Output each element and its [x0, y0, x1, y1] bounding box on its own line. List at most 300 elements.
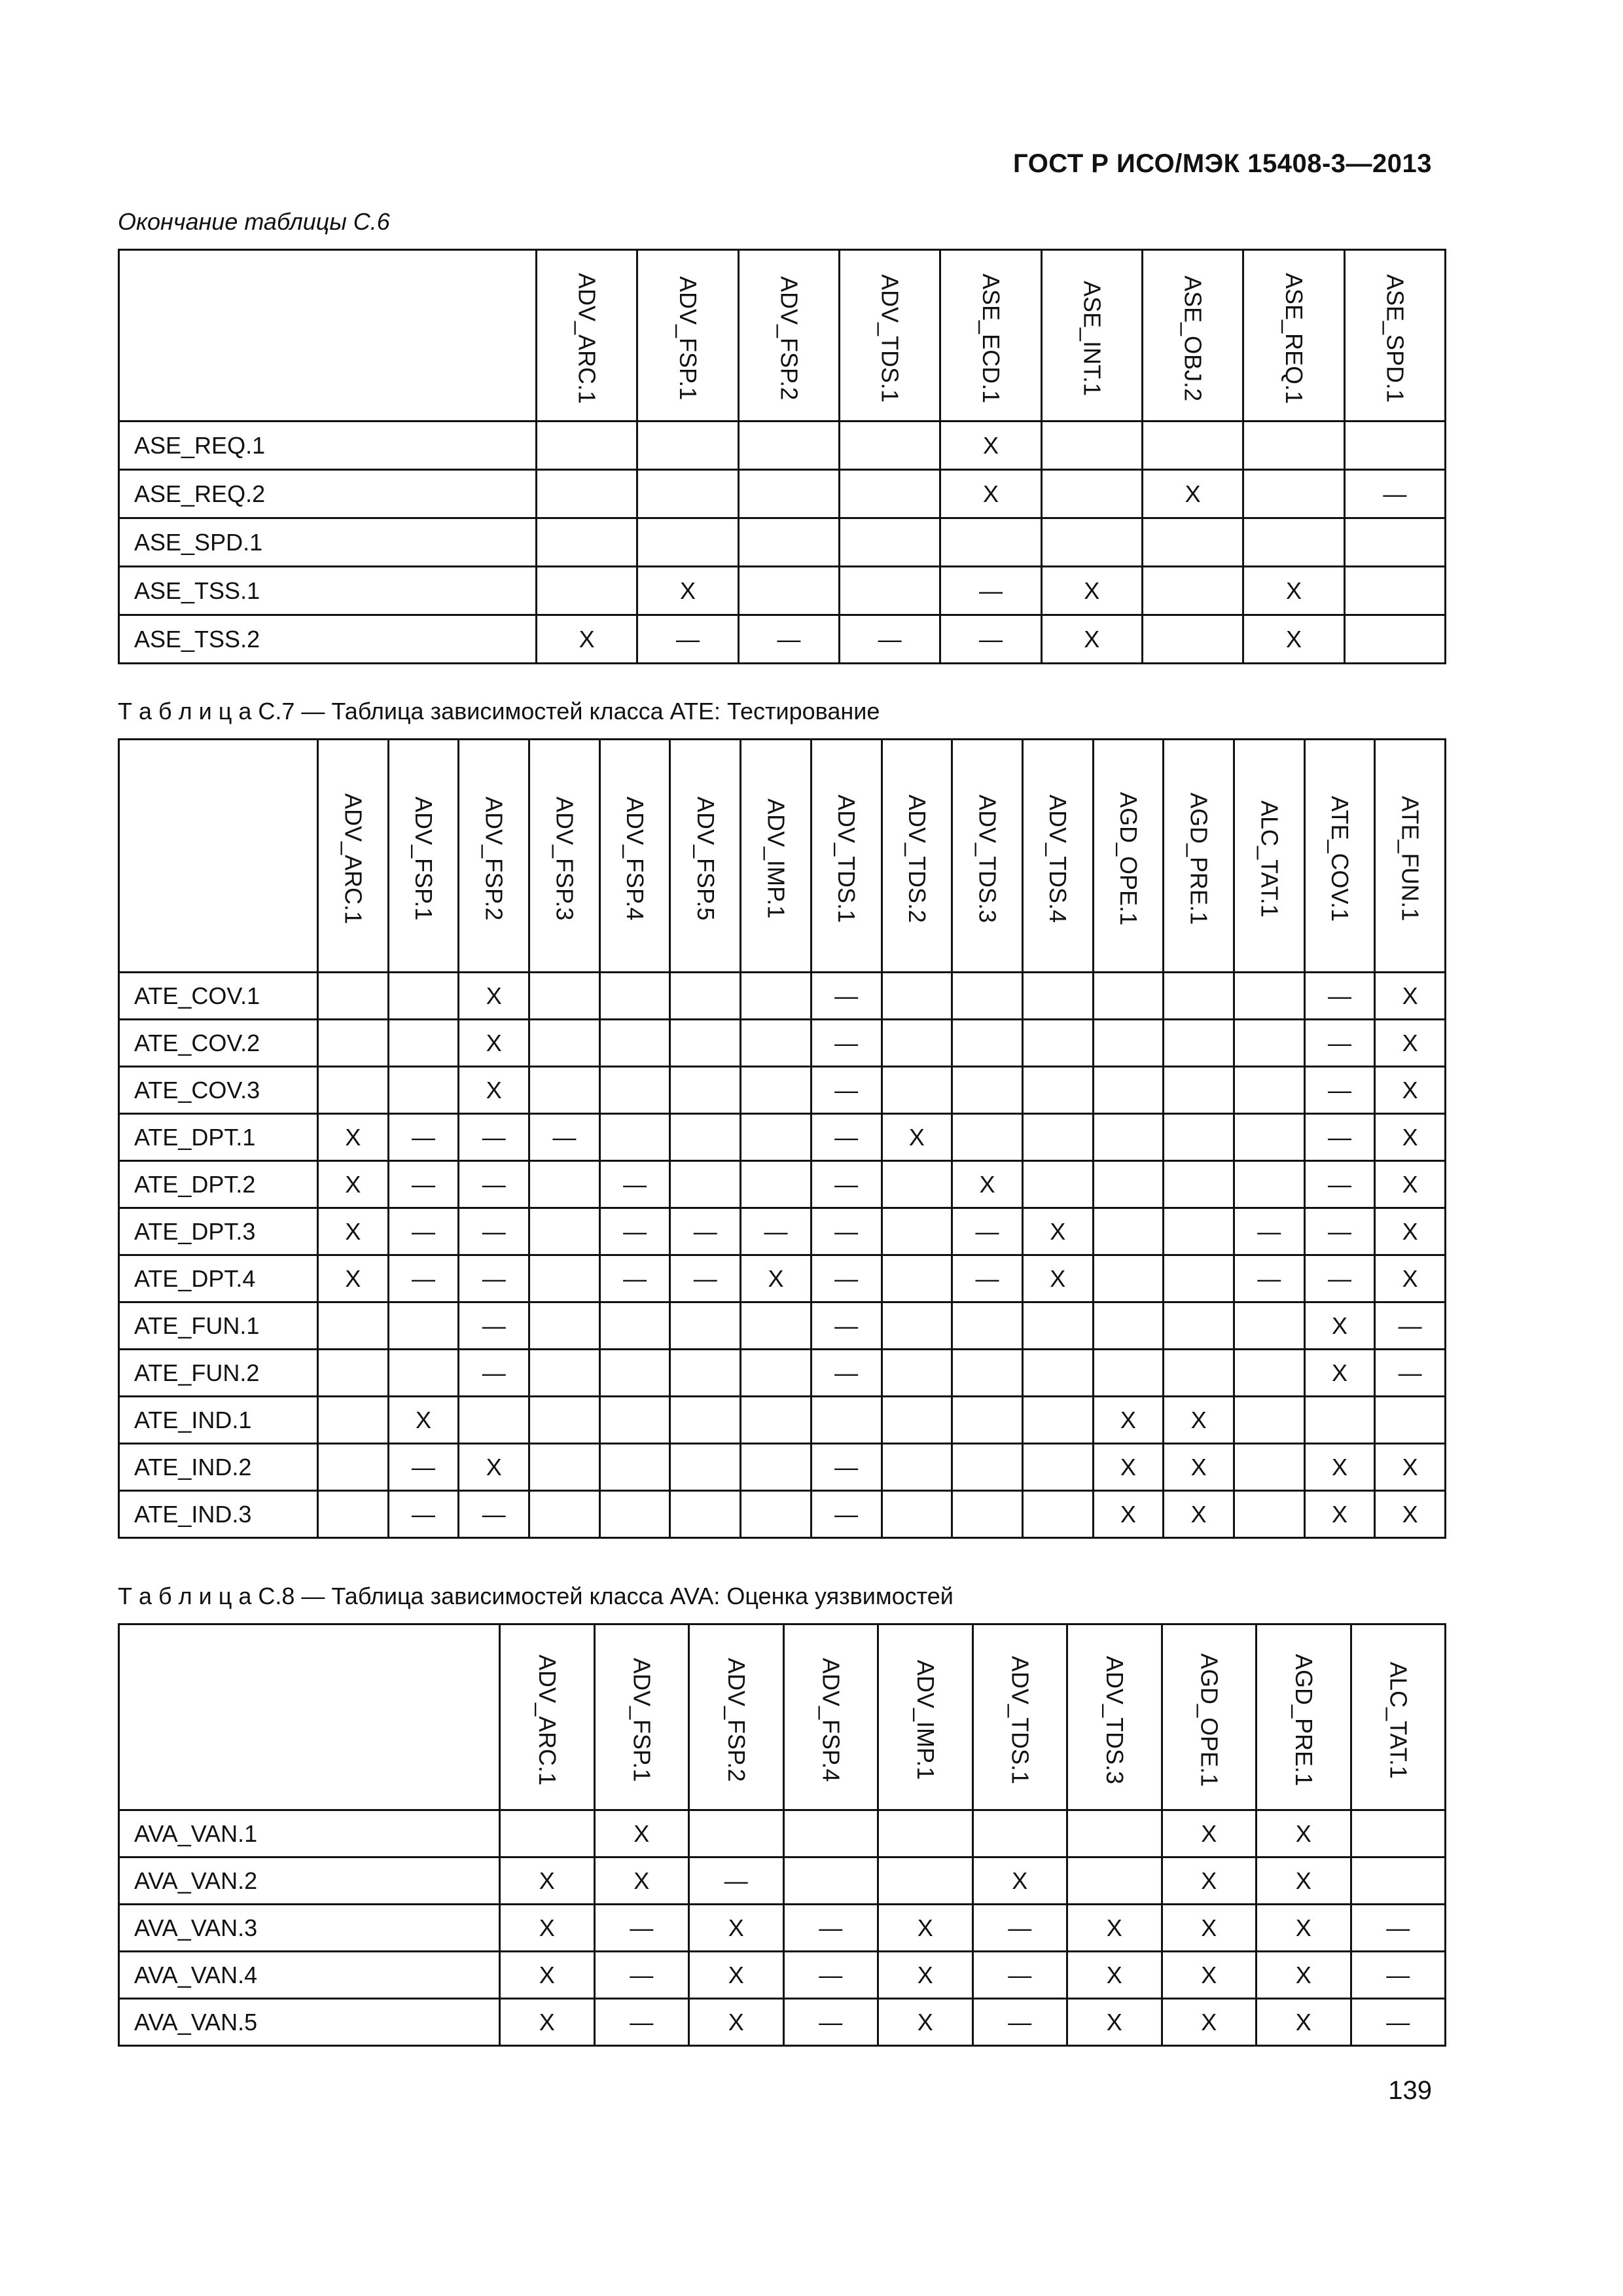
column-header: [1234, 740, 1304, 973]
dependency-cell: [839, 567, 940, 615]
dependency-cell: [741, 1350, 812, 1397]
dependency-cell: X: [1375, 1067, 1446, 1114]
column-header: [811, 740, 882, 973]
dependency-cell: X: [940, 422, 1041, 470]
dependency-cell: —: [1304, 1067, 1375, 1114]
dependency-cell: [1067, 1857, 1162, 1905]
column-header: [599, 740, 670, 973]
column-header-label: ADV_TDS.1: [833, 794, 861, 924]
dependency-cell: [1142, 567, 1243, 615]
dependency-cell: [599, 1302, 670, 1350]
dependency-cell: X: [594, 1810, 689, 1857]
row-label: ATE_DPT.2: [119, 1161, 318, 1208]
dependency-cell: [637, 422, 738, 470]
dependency-cell: X: [1142, 470, 1243, 518]
dependency-cell: —: [952, 1255, 1023, 1302]
dependency-cell: [952, 1444, 1023, 1491]
column-header: [738, 250, 839, 422]
dependency-cell: X: [1162, 1952, 1257, 1999]
dependency-cell: [670, 1114, 741, 1161]
dependency-cell: [670, 1161, 741, 1208]
dependency-cell: —: [599, 1161, 670, 1208]
table-row: [119, 615, 1446, 664]
dependency-cell: X: [318, 1114, 389, 1161]
table-c6: [118, 249, 1446, 664]
dependency-cell: X: [878, 1905, 973, 1952]
column-header-label: ASE_SPD.1: [1382, 274, 1409, 403]
column-header-label: ASE_OBJ.2: [1179, 275, 1207, 402]
dependency-cell: —: [670, 1255, 741, 1302]
dependency-cell: —: [940, 567, 1041, 615]
dependency-cell: [1234, 1350, 1304, 1397]
dependency-cell: —: [1304, 1161, 1375, 1208]
dependency-cell: [637, 470, 738, 518]
dependency-cell: [537, 567, 637, 615]
column-header: [1041, 250, 1142, 422]
dependency-cell: X: [1093, 1491, 1164, 1538]
column-header: [1344, 250, 1445, 422]
dependency-cell: [738, 567, 839, 615]
dependency-cell: [670, 1020, 741, 1067]
dependency-cell: [738, 422, 839, 470]
dependency-cell: —: [1351, 1905, 1446, 1952]
column-header: [741, 740, 812, 973]
table-row: [119, 1067, 1446, 1114]
dependency-cell: X: [459, 1444, 529, 1491]
dependency-cell: X: [1164, 1444, 1234, 1491]
dependency-cell: [1041, 422, 1142, 470]
dependency-cell: [882, 1020, 952, 1067]
dependency-cell: [878, 1857, 973, 1905]
dependency-cell: X: [1041, 615, 1142, 664]
column-header: [1162, 1624, 1257, 1810]
dependency-cell: [839, 470, 940, 518]
dependency-cell: [1093, 973, 1164, 1020]
dependency-cell: X: [972, 1857, 1067, 1905]
dependency-cell: [882, 1491, 952, 1538]
dependency-cell: —: [811, 973, 882, 1020]
column-header: [537, 250, 637, 422]
dependency-cell: X: [1304, 1302, 1375, 1350]
dependency-cell: [318, 1067, 389, 1114]
dependency-cell: X: [1041, 567, 1142, 615]
column-header-label: AGD_OPE.1: [1196, 1653, 1223, 1787]
dependency-cell: [882, 1208, 952, 1255]
dependency-cell: —: [972, 1999, 1067, 2046]
dependency-cell: —: [741, 1208, 812, 1255]
column-header: [637, 250, 738, 422]
dependency-cell: [1344, 518, 1445, 567]
row-label: ASE_REQ.2: [119, 470, 537, 518]
dependency-cell: —: [811, 1255, 882, 1302]
dependency-cell: —: [670, 1208, 741, 1255]
row-label: ATE_IND.3: [119, 1491, 318, 1538]
column-header: [459, 740, 529, 973]
column-header-label: AGD_OPE.1: [1115, 791, 1142, 926]
dependency-cell: [1022, 1067, 1093, 1114]
row-label: ATE_FUN.2: [119, 1350, 318, 1397]
dependency-cell: [689, 1810, 784, 1857]
dependency-cell: X: [1375, 1208, 1446, 1255]
column-header: [689, 1624, 784, 1810]
dependency-cell: —: [952, 1208, 1023, 1255]
dependency-cell: [1234, 1491, 1304, 1538]
dependency-cell: X: [1257, 1810, 1351, 1857]
dependency-cell: —: [972, 1905, 1067, 1952]
dependency-cell: —: [594, 1999, 689, 2046]
dependency-cell: [1093, 1255, 1164, 1302]
dependency-cell: [952, 1114, 1023, 1161]
row-label: AVA_VAN.3: [119, 1905, 500, 1952]
dependency-cell: [741, 1491, 812, 1538]
dependency-cell: —: [459, 1350, 529, 1397]
row-label: ASE_TSS.1: [119, 567, 537, 615]
dependency-cell: X: [1257, 1905, 1351, 1952]
dependency-cell: —: [811, 1161, 882, 1208]
table-row: [119, 1857, 1446, 1905]
table-row: [119, 1444, 1446, 1491]
column-header-label: ADV_FSP.3: [551, 797, 579, 921]
dependency-cell: [670, 1067, 741, 1114]
dependency-cell: [1142, 518, 1243, 567]
dependency-cell: —: [637, 615, 738, 664]
column-header: [1351, 1624, 1446, 1810]
dependency-cell: —: [738, 615, 839, 664]
dependency-cell: —: [811, 1444, 882, 1491]
dependency-cell: —: [972, 1952, 1067, 1999]
dependency-cell: [741, 1020, 812, 1067]
dependency-cell: [637, 518, 738, 567]
document-header: ГОСТ Р ИСО/МЭК 15408-3—2013: [1013, 149, 1432, 178]
dependency-cell: [839, 422, 940, 470]
column-header: [594, 1624, 689, 1810]
dependency-cell: [1142, 615, 1243, 664]
dependency-cell: [318, 1397, 389, 1444]
column-header-label: ADV_TDS.1: [1007, 1655, 1034, 1785]
dependency-cell: —: [599, 1255, 670, 1302]
dependency-cell: —: [811, 1350, 882, 1397]
row-label: ATE_DPT.1: [119, 1114, 318, 1161]
header-corner-cell: [119, 1624, 500, 1810]
dependency-cell: [1164, 1255, 1234, 1302]
dependency-cell: X: [318, 1255, 389, 1302]
dependency-cell: [670, 1350, 741, 1397]
dependency-cell: [388, 1302, 459, 1350]
dependency-cell: —: [1375, 1350, 1446, 1397]
dependency-cell: [741, 1397, 812, 1444]
dependency-cell: [318, 1491, 389, 1538]
dependency-cell: —: [388, 1491, 459, 1538]
dependency-cell: X: [1375, 973, 1446, 1020]
dependency-cell: X: [318, 1208, 389, 1255]
dependency-cell: X: [1243, 615, 1344, 664]
dependency-cell: —: [388, 1444, 459, 1491]
dependency-cell: [1022, 1302, 1093, 1350]
dependency-cell: X: [594, 1857, 689, 1905]
dependency-cell: [1351, 1857, 1446, 1905]
dependency-cell: X: [1375, 1444, 1446, 1491]
dependency-cell: —: [811, 1114, 882, 1161]
dependency-cell: [1344, 615, 1445, 664]
column-header-label: ADV_TDS.3: [974, 794, 1001, 924]
dependency-cell: [811, 1397, 882, 1444]
dependency-cell: X: [1304, 1350, 1375, 1397]
dependency-cell: —: [811, 1302, 882, 1350]
dependency-cell: —: [1351, 1952, 1446, 1999]
table-row: [119, 1114, 1446, 1161]
column-header-label: ADV_ARC.1: [573, 272, 601, 404]
table-row: [119, 973, 1446, 1020]
dependency-cell: [318, 1444, 389, 1491]
dependency-cell: X: [1067, 1905, 1162, 1952]
dependency-cell: [1041, 470, 1142, 518]
dependency-cell: X: [388, 1397, 459, 1444]
dependency-cell: [1022, 973, 1093, 1020]
column-header-label: ADV_FSP.1: [628, 1658, 656, 1782]
column-header-label: ADV_FSP.4: [622, 797, 649, 921]
dependency-cell: —: [459, 1255, 529, 1302]
table-row: [119, 1810, 1446, 1857]
column-header-label: ADV_TDS.2: [903, 794, 931, 924]
dependency-cell: [1093, 1302, 1164, 1350]
column-header: [1375, 740, 1446, 973]
column-header: [972, 1624, 1067, 1810]
row-label: ASE_REQ.1: [119, 422, 537, 470]
dependency-cell: [1234, 973, 1304, 1020]
dependency-cell: —: [839, 615, 940, 664]
table-row: [119, 1999, 1446, 2046]
dependency-cell: [741, 1067, 812, 1114]
column-header: [529, 740, 600, 973]
dependency-cell: [1234, 1302, 1304, 1350]
column-header-label: ADV_FSP.5: [692, 797, 719, 921]
dependency-cell: X: [1375, 1491, 1446, 1538]
dependency-cell: [1067, 1810, 1162, 1857]
table-row: [119, 1350, 1446, 1397]
dependency-cell: —: [459, 1302, 529, 1350]
column-header-label: ADV_ARC.1: [533, 1654, 561, 1786]
dependency-cell: [500, 1810, 595, 1857]
dependency-cell: [1022, 1444, 1093, 1491]
dependency-cell: X: [500, 1857, 595, 1905]
dependency-cell: —: [1304, 1255, 1375, 1302]
dependency-cell: X: [1162, 1905, 1257, 1952]
table-row: [119, 1161, 1446, 1208]
dependency-cell: —: [388, 1161, 459, 1208]
dependency-cell: [599, 1491, 670, 1538]
dependency-cell: [741, 1444, 812, 1491]
dependency-cell: —: [783, 1952, 878, 1999]
dependency-cell: [882, 1397, 952, 1444]
dependency-cell: [952, 1020, 1023, 1067]
dependency-cell: —: [388, 1114, 459, 1161]
column-header-label: ADV_IMP.1: [912, 1660, 939, 1780]
dependency-cell: [318, 1020, 389, 1067]
dependency-cell: —: [1304, 1114, 1375, 1161]
column-header-label: ASE_INT.1: [1079, 280, 1106, 397]
table-c8: [118, 1623, 1446, 2047]
dependency-cell: X: [689, 1952, 784, 1999]
dependency-cell: —: [1234, 1255, 1304, 1302]
column-header: [500, 1624, 595, 1810]
dependency-cell: [1093, 1208, 1164, 1255]
column-header-label: ADV_FSP.4: [817, 1658, 845, 1782]
dependency-cell: X: [1257, 1857, 1351, 1905]
dependency-cell: [952, 1067, 1023, 1114]
dependency-cell: X: [318, 1161, 389, 1208]
column-header-label: ALC_TAT.1: [1385, 1661, 1412, 1779]
row-label: ATE_IND.1: [119, 1397, 318, 1444]
dependency-cell: [952, 1350, 1023, 1397]
dependency-cell: X: [500, 1999, 595, 2046]
dependency-cell: —: [1351, 1999, 1446, 2046]
table-row: [119, 1397, 1446, 1444]
dependency-cell: [882, 1302, 952, 1350]
dependency-cell: X: [1022, 1208, 1093, 1255]
dependency-cell: [388, 1067, 459, 1114]
dependency-cell: [1351, 1810, 1446, 1857]
dependency-cell: —: [594, 1952, 689, 1999]
dependency-cell: [1022, 1491, 1093, 1538]
dependency-cell: [599, 1397, 670, 1444]
dependency-cell: [388, 973, 459, 1020]
dependency-cell: [783, 1857, 878, 1905]
dependency-cell: [1022, 1397, 1093, 1444]
dependency-cell: X: [1093, 1397, 1164, 1444]
dependency-cell: X: [741, 1255, 812, 1302]
dependency-cell: —: [459, 1491, 529, 1538]
dependency-cell: X: [459, 1020, 529, 1067]
column-header: [1067, 1624, 1162, 1810]
row-label: AVA_VAN.4: [119, 1952, 500, 1999]
dependency-cell: X: [1375, 1020, 1446, 1067]
table-row: [119, 518, 1446, 567]
dependency-cell: X: [878, 1999, 973, 2046]
column-header-label: ATE_COV.1: [1326, 795, 1353, 922]
dependency-cell: [1234, 1114, 1304, 1161]
dependency-cell: X: [1162, 1999, 1257, 2046]
dependency-cell: [1093, 1161, 1164, 1208]
dependency-cell: —: [1234, 1208, 1304, 1255]
dependency-cell: —: [811, 1491, 882, 1538]
dependency-cell: X: [1164, 1491, 1234, 1538]
column-header: [318, 740, 389, 973]
dependency-cell: [529, 1255, 600, 1302]
dependency-cell: [599, 1444, 670, 1491]
column-header: [1304, 740, 1375, 973]
dependency-cell: —: [459, 1114, 529, 1161]
dependency-cell: [1234, 1161, 1304, 1208]
dependency-cell: X: [459, 1067, 529, 1114]
row-label: AVA_VAN.1: [119, 1810, 500, 1857]
dependency-cell: X: [500, 1905, 595, 1952]
dependency-cell: X: [1093, 1444, 1164, 1491]
column-header-label: ADV_FSP.1: [410, 797, 438, 921]
table-row: [119, 1952, 1446, 1999]
dependency-cell: [599, 1020, 670, 1067]
dependency-cell: X: [1162, 1810, 1257, 1857]
dependency-cell: [972, 1810, 1067, 1857]
dependency-cell: X: [689, 1905, 784, 1952]
column-header-label: ADV_TDS.3: [1101, 1655, 1128, 1785]
dependency-cell: [670, 1444, 741, 1491]
table-row: [119, 1302, 1446, 1350]
dependency-cell: —: [689, 1857, 784, 1905]
table-c7-caption: Т а б л и ц а С.7 — Таблица зависимостей класса ATE: Тестирование: [118, 698, 880, 725]
column-header: [388, 740, 459, 973]
column-header: [670, 740, 741, 973]
dependency-cell: X: [1022, 1255, 1093, 1302]
dependency-cell: —: [459, 1161, 529, 1208]
dependency-cell: [529, 973, 600, 1020]
dependency-cell: —: [783, 1999, 878, 2046]
dependency-cell: [318, 1302, 389, 1350]
column-header: [839, 250, 940, 422]
dependency-cell: X: [1162, 1857, 1257, 1905]
dependency-cell: —: [811, 1208, 882, 1255]
dependency-cell: [1164, 1302, 1234, 1350]
dependency-cell: —: [459, 1208, 529, 1255]
dependency-cell: [1164, 1161, 1234, 1208]
dependency-cell: [1093, 1020, 1164, 1067]
dependency-cell: X: [1304, 1444, 1375, 1491]
column-header-label: AGD_PRE.1: [1185, 792, 1213, 925]
dependency-cell: [537, 470, 637, 518]
column-header-label: ADV_FSP.2: [480, 797, 508, 921]
dependency-cell: [741, 973, 812, 1020]
dependency-cell: [1375, 1397, 1446, 1444]
column-header: [1093, 740, 1164, 973]
column-header-label: ADV_TDS.1: [876, 274, 904, 403]
dependency-cell: [1304, 1397, 1375, 1444]
dependency-cell: [459, 1397, 529, 1444]
dependency-cell: X: [1164, 1397, 1234, 1444]
dependency-cell: [1234, 1444, 1304, 1491]
dependency-cell: [839, 518, 940, 567]
dependency-cell: [388, 1020, 459, 1067]
dependency-cell: —: [940, 615, 1041, 664]
dependency-cell: —: [1304, 1020, 1375, 1067]
row-label: ASE_SPD.1: [119, 518, 537, 567]
dependency-cell: [1022, 1114, 1093, 1161]
dependency-cell: [318, 1350, 389, 1397]
column-header: [1022, 740, 1093, 973]
row-label: ATE_COV.1: [119, 973, 318, 1020]
dependency-cell: [1093, 1114, 1164, 1161]
dependency-cell: [670, 1397, 741, 1444]
dependency-cell: [529, 1350, 600, 1397]
dependency-cell: [1234, 1020, 1304, 1067]
dependency-cell: [882, 1067, 952, 1114]
dependency-cell: X: [537, 615, 637, 664]
dependency-cell: [1243, 518, 1344, 567]
column-header: [1243, 250, 1344, 422]
column-header: [878, 1624, 973, 1810]
row-label: ATE_DPT.4: [119, 1255, 318, 1302]
dependency-cell: [529, 1067, 600, 1114]
column-header: [940, 250, 1041, 422]
table-c6-caption: Окончание таблицы С.6: [118, 208, 390, 235]
dependency-cell: [1041, 518, 1142, 567]
dependency-cell: X: [637, 567, 738, 615]
dependency-cell: [1164, 1114, 1234, 1161]
dependency-cell: X: [1304, 1491, 1375, 1538]
dependency-cell: [1344, 567, 1445, 615]
dependency-cell: [599, 973, 670, 1020]
dependency-cell: [1243, 422, 1344, 470]
dependency-cell: [878, 1810, 973, 1857]
dependency-cell: [537, 518, 637, 567]
